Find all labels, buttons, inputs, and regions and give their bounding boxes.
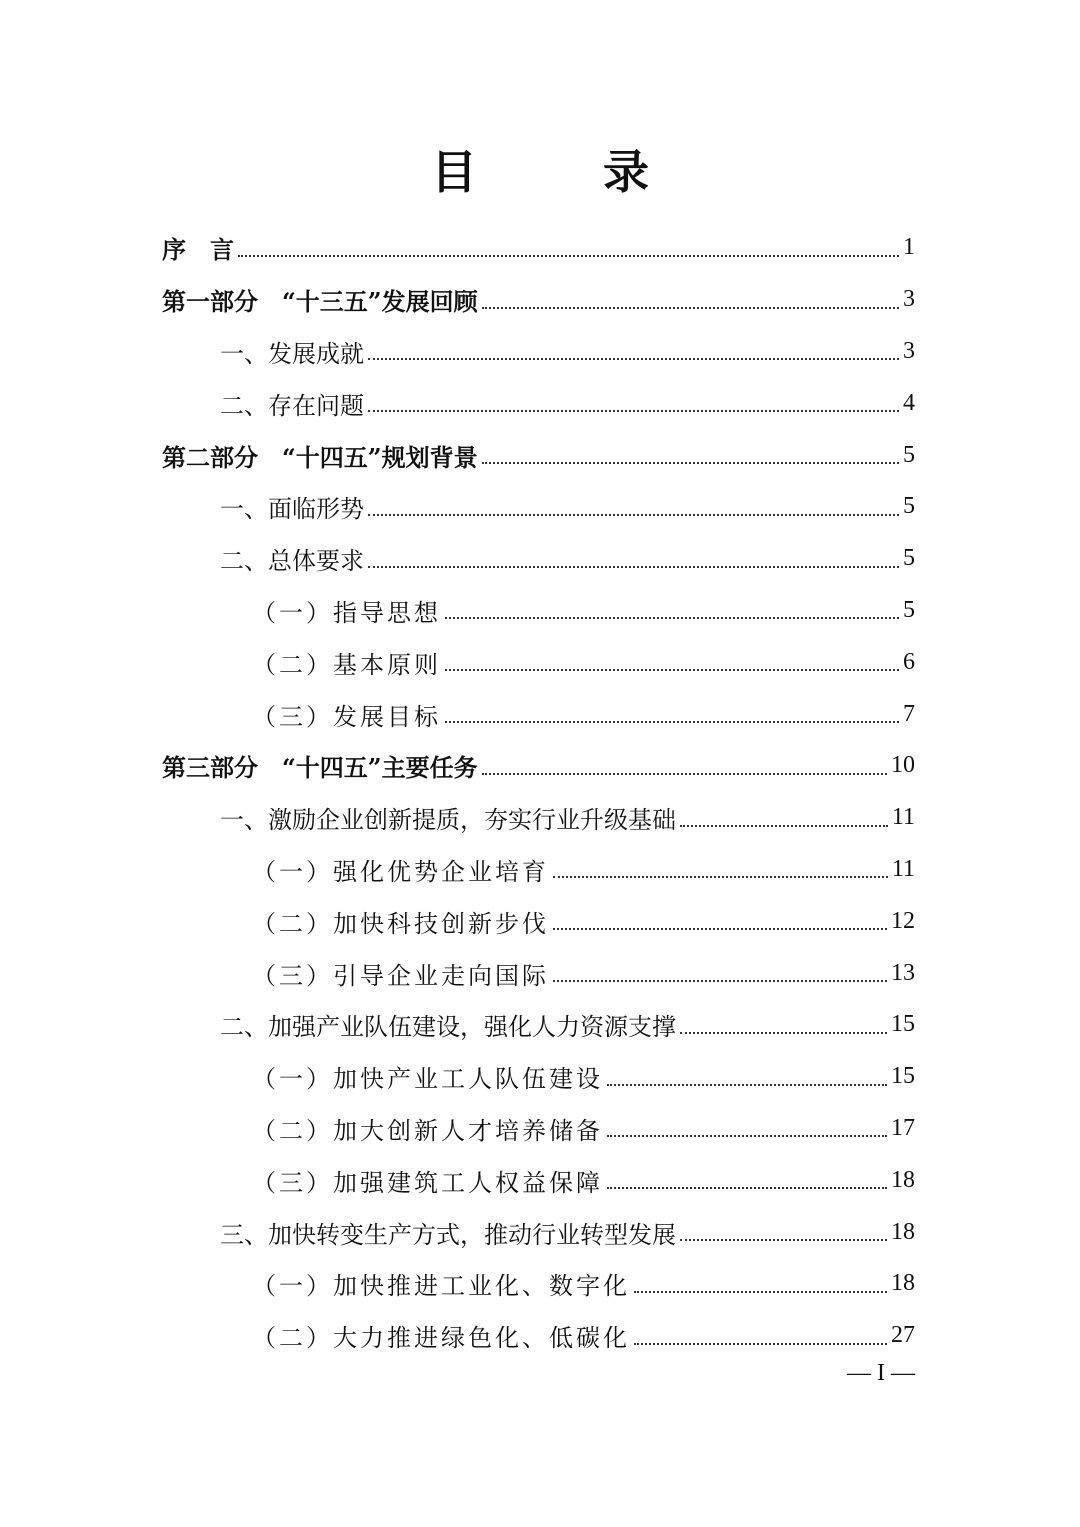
dot-leader [680,1032,887,1034]
dot-leader [238,255,899,257]
toc-entry-title: （一）加快推进工业化、数字化 [252,1272,630,1301]
toc-entry-title: 第三部分 “十四五”主要任务 [162,753,478,783]
dot-leader [368,358,899,360]
toc-entry[interactable] [0,1258,1080,1310]
dot-leader [445,721,899,723]
toc-entry-title: （一）强化优势企业培育 [252,857,549,886]
toc-entry-title: （一）指导思想 [252,598,441,627]
toc-entry-title: （二）加大创新人才培养储备 [252,1116,603,1145]
toc-entry-title: 第一部分 “十三五”发展回顾 [162,287,478,317]
toc-entry-title: 二、加强产业队伍建设，强化人力资源支撑 [220,1013,676,1042]
dot-leader [482,307,899,309]
toc-entry-title: 一、激励企业创新提质，夯实行业升级基础 [220,806,676,835]
toc-entry[interactable] [0,326,1080,378]
dot-leader [553,928,887,930]
toc-entry[interactable] [0,1103,1080,1155]
table-of-contents [0,222,1080,1362]
toc-entry-page-number: 1 [903,234,915,261]
toc-entry-title: （三）发展目标 [252,702,441,731]
toc-entry-page-number: 3 [903,337,915,364]
toc-entry-page-number: 17 [891,1114,915,1141]
dot-leader [553,876,888,878]
toc-entry[interactable] [0,1206,1080,1258]
toc-entry-page-number: 10 [891,752,915,779]
toc-entry-title: （三）加强建筑工人权益保障 [252,1168,603,1197]
toc-entry-title: 第二部分 “十四五”规划背景 [162,442,478,472]
toc-entry[interactable] [0,481,1080,533]
toc-entry-page-number: 18 [891,1270,915,1297]
toc-entry[interactable] [0,1051,1080,1103]
toc-entry[interactable] [0,222,1080,274]
toc-entry[interactable] [0,947,1080,999]
dot-leader [634,1343,887,1345]
toc-entry-title: 二、存在问题 [220,391,364,420]
toc-entry-page-number: 4 [903,389,915,416]
toc-entry-page-number: 7 [903,700,915,727]
toc-entry-page-number: 15 [891,1063,915,1090]
toc-entry[interactable] [0,377,1080,429]
toc-entry[interactable] [0,1310,1080,1362]
dot-leader [607,1187,887,1189]
dot-leader [482,773,887,775]
toc-entry-page-number: 5 [903,441,915,468]
toc-entry-page-number: 12 [891,907,915,934]
toc-entry[interactable] [0,895,1080,947]
dot-leader [445,617,899,619]
toc-entry[interactable] [0,1154,1080,1206]
dot-leader [482,462,899,464]
toc-entry-title: 二、总体要求 [220,547,364,576]
toc-entry-title: （二）大力推进绿色化、低碳化 [252,1324,630,1353]
toc-entry[interactable] [0,740,1080,792]
toc-entry-title: 序 言 [162,235,234,265]
dot-leader [368,514,899,516]
toc-entry[interactable] [0,636,1080,688]
dot-leader [553,980,887,982]
toc-entry-page-number: 11 [891,804,915,831]
toc-entry[interactable] [0,533,1080,585]
toc-entry[interactable] [0,585,1080,637]
toc-entry[interactable] [0,429,1080,481]
toc-entry-page-number: 27 [891,1322,915,1349]
toc-entry-page-number: 15 [891,1011,915,1038]
toc-entry[interactable] [0,844,1080,896]
dot-leader [680,825,888,827]
toc-entry-title: （二）加快科技创新步伐 [252,909,549,938]
toc-entry-page-number: 18 [891,1166,915,1193]
toc-entry-page-number: 5 [903,493,915,520]
dot-leader [634,1291,887,1293]
toc-entry[interactable] [0,688,1080,740]
dot-leader [680,1239,887,1241]
toc-entry-page-number: 6 [903,648,915,675]
toc-entry-title: 三、加快转变生产方式，推动行业转型发展 [220,1220,676,1249]
page-title: 目 录 [431,145,689,199]
toc-entry-page-number: 3 [903,286,915,313]
toc-entry-page-number: 13 [891,959,915,986]
dot-leader [368,566,899,568]
toc-entry[interactable] [0,274,1080,326]
dot-leader [368,410,899,412]
toc-entry[interactable] [0,792,1080,844]
toc-entry-title: （一）加快产业工人队伍建设 [252,1065,603,1094]
dot-leader [607,1135,887,1137]
toc-entry-page-number: 11 [891,855,915,882]
toc-entry-title: （三）引导企业走向国际 [252,961,549,990]
toc-entry-title: 一、发展成就 [220,339,364,368]
toc-entry-page-number: 5 [903,545,915,572]
toc-entry-title: （二）基本原则 [252,650,441,679]
toc-entry-page-number: 5 [903,596,915,623]
toc-entry-page-number: 18 [891,1218,915,1245]
dot-leader [607,1084,887,1086]
toc-entry-title: 一、面临形势 [220,495,364,524]
toc-entry[interactable] [0,999,1080,1051]
dot-leader [445,669,899,671]
page-number-footer: — I — [847,1360,915,1386]
